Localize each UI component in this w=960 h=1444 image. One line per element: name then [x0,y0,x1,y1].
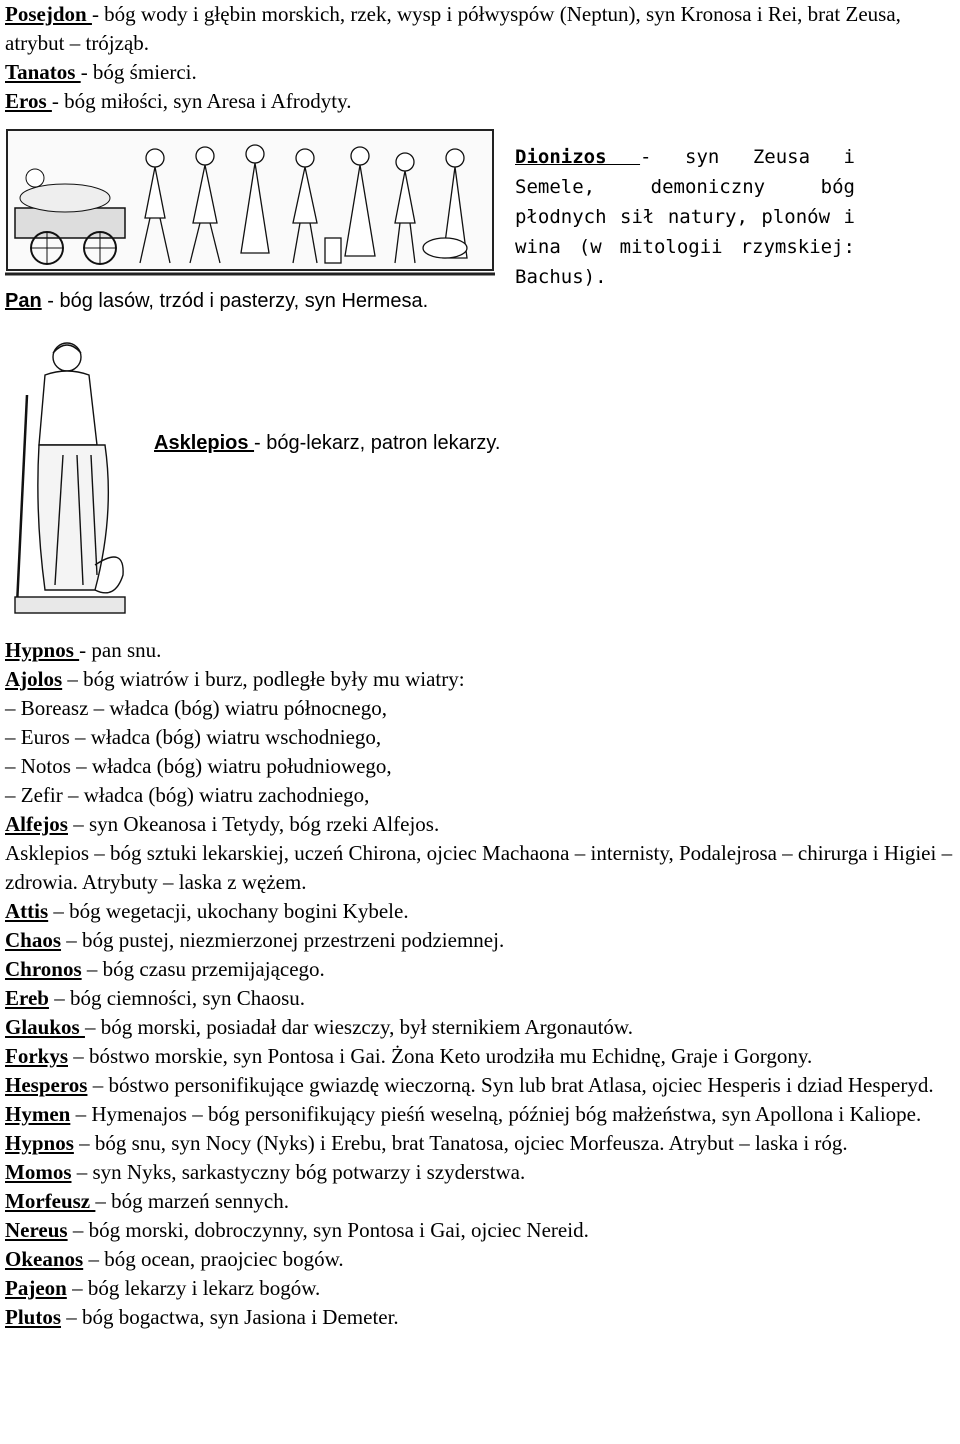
entry-glaukos [5,1013,955,1042]
entry-ereb [5,984,955,1013]
entry-name: Momos [5,1160,72,1184]
wind-item: – Zefir – władca (bóg) wiatru zachodniego, [5,783,370,807]
entry-hypnos-short [5,636,955,665]
entry-text: – Hymenajos – bóg personifikujący pieśń weselną, później bóg małżeństwa, syn Apollona i Kaliope. [70,1102,922,1126]
wind-item: – Boreasz – władca (bóg) wiatru północnego, [5,696,387,720]
entry-hesperos [5,1071,955,1100]
entry-pajeon [5,1274,955,1303]
entry-name: Nereus [5,1218,68,1242]
entry-name: Eros [5,89,52,113]
entry-nereus [5,1216,955,1245]
entry-text: – bóg wiatrów i burz, podległe były mu wiatry: [62,667,465,691]
entry-hypnos [5,1129,955,1158]
top-entries [5,0,955,116]
entry-chaos [5,926,955,955]
entry-name: Chaos [5,928,62,952]
wind-item: – Euros – władca (bóg) wiatru wschodniego, [5,725,382,749]
entry-asklepios-caption [154,432,500,455]
entry-text: - bóg-lekarz, patron lekarzy. [254,432,501,454]
entry-hymen [5,1100,955,1129]
entry-text: – bóg wegetacji, ukochany bogini Kybele. [48,899,409,923]
entry-text: Asklepios – bóg sztuki lekarskiej, uczeń Chirona, ojciec Machaona – internisty, Podalejrosa – chirurga i Higiei – zdrowia. Atrybuty – laska z wężem. [5,841,953,894]
entry-tanatos [5,58,955,87]
entry-asklepios [5,839,955,897]
entry-momos [5,1158,955,1187]
entry-name: Pajeon [5,1276,67,1300]
entry-text: – bóg snu, syn Nocy (Nyks) i Erebu, brat Tanatosa, ojciec Morfeusza. Atrybut – laska i róg. [73,1131,848,1155]
entry-okeanos [5,1245,955,1274]
wind-item: – Notos – władca (bóg) wiatru południowego, [5,754,392,778]
entry-name: Asklepios [154,432,255,454]
entry-text: – bóstwo morskie, syn Pontosa i Gai. Żona Keto urodziła mu Echidnę, Graje i Gorgony. [68,1044,813,1068]
entry-name: Plutos [5,1305,62,1329]
asklepios-statue-illustration [5,335,145,620]
entry-name: Dionizos [515,146,641,168]
entry-name: Forkys [5,1044,68,1068]
entry-text: – syn Okeanosa i Tetydy, bóg rzeki Alfejos. [67,812,440,836]
entry-alfejos [5,810,955,839]
entry-name: Pan [5,290,42,312]
entry-text: – bóg morski, dobroczynny, syn Pontosa i Gai, ojciec Nereid. [67,1218,589,1242]
main-entries [5,636,955,1332]
entry-name: Tanatos [5,60,81,84]
entry-morfeusz [5,1187,955,1216]
entry-name: Hypnos [5,638,80,662]
entry-text: - pan snu. [79,638,162,662]
entry-name: Hypnos [5,1131,74,1155]
entry-forkys [5,1042,955,1071]
entry-name: Ajolos [5,667,63,691]
entry-ajolos [5,665,955,694]
entry-text: – bóg morski, posiadał dar wieszczy, był sternikiem Argonautów. [84,1015,633,1039]
entry-text: – bóg lekarzy i lekarz bogów. [66,1276,321,1300]
entry-text: – bóg pustej, niezmierzonej przestrzeni podziemnej. [61,928,505,952]
entry-dionizos [515,142,855,292]
entry-text: – bóg ocean, praojciec bogów. [83,1247,344,1271]
entry-name: Hymen [5,1102,71,1126]
entry-text: – bóg marzeń sennych. [95,1189,289,1213]
entry-text: - bóg miłości, syn Aresa i Afrodyty. [51,89,352,113]
entry-text: – bóg ciemności, syn Chaosu. [48,986,306,1010]
entry-name: Chronos [5,957,82,981]
entry-name: Ereb [5,986,49,1010]
entry-name: Glaukos [5,1015,85,1039]
entry-name: Alfejos [5,812,68,836]
entry-text: – bóg czasu przemijającego. [81,957,325,981]
entry-name: Okeanos [5,1247,84,1271]
entry-name: Posejdon [5,2,92,26]
entry-text: - bóg wody i głębin morskich, rzek, wysp i półwyspów (Neptun), syn Kronosa i Rei, brat Zeusa, atrybut – trójząb. [5,2,901,55]
entry-text: - bóg lasów, trzód i pasterzy, syn Hermesa. [41,290,429,312]
entry-text: - syn Zeusa i Semele, demoniczny bóg płodnych sił natury, plonów i wina (w mitologii rzymskiej: Bachus). [515,146,855,288]
entry-eros [5,87,955,116]
entry-text: – bóstwo personifikujące gwiazdę wieczorną. Syn lub brat Atlasa, ojciec Hesperis i dziad Hesperyd. [87,1073,934,1097]
entry-name: Morfeusz [5,1189,96,1213]
entry-text: - bóg śmierci. [80,60,197,84]
entry-posejdon [5,0,955,58]
entry-text: – bóg bogactwa, syn Jasiona i Demeter. [61,1305,399,1329]
entry-plutos [5,1303,955,1332]
dionysian-frieze-illustration [5,128,495,280]
entry-pan [5,290,428,313]
entry-chronos [5,955,955,984]
entry-text: – syn Nyks, sarkastyczny bóg potwarzy i szyderstwa. [71,1160,526,1184]
entry-name: Hesperos [5,1073,88,1097]
entry-attis [5,897,955,926]
entry-name: Attis [5,899,49,923]
